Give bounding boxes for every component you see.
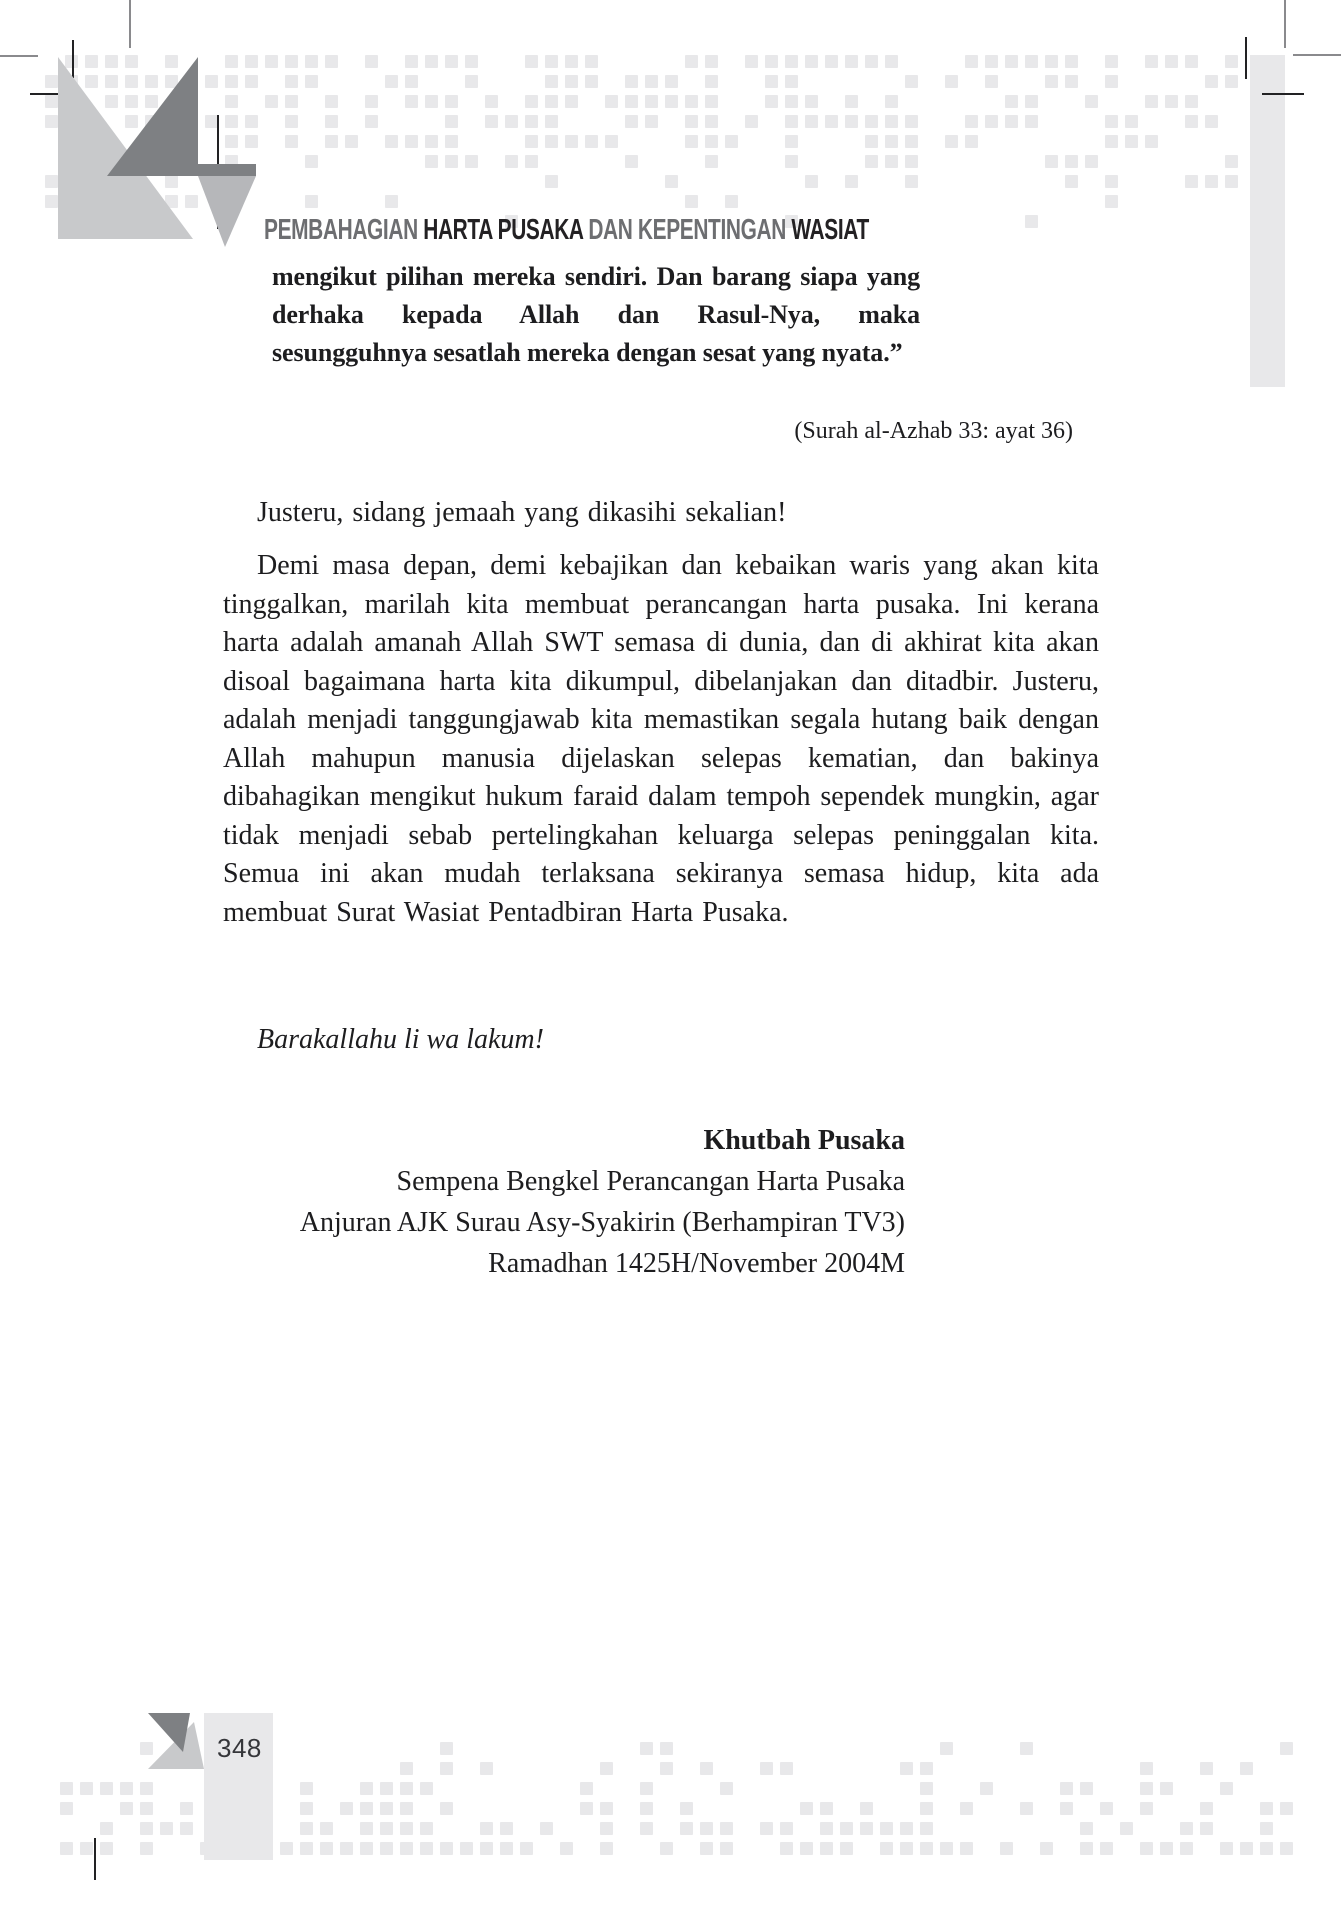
page-number: 348 [217,1733,262,1763]
crop-mark [1262,93,1304,95]
signature-block [223,1120,905,1284]
quote-attribution: (Surah al-Azhab 33: ayat 36) [794,418,1073,444]
right-gray-band [1250,55,1285,387]
signature-title: Khutbah Pusaka [703,1125,905,1156]
crop-mark [1293,54,1341,56]
crop-mark [1245,37,1247,79]
footer-logo-mark [0,0,300,1917]
header-title-part: DAN KEPENTINGAN [588,214,792,246]
closing-dua: Barakallahu li wa lakum! [257,1024,544,1055]
header-title-part: WASIAT [791,214,869,246]
signature-line: Ramadhan 1425H/November 2004M [488,1248,905,1279]
header-title-part: HARTA PUSAKA [423,214,589,246]
signature-line: Sempena Bengkel Perancangan Harta Pusaka [396,1166,905,1197]
page-header-title [264,216,869,245]
quote-block: mengikut pilihan mereka sendiri. Dan barang siapa yang derhaka kepada Allah dan Rasul-Nya, maka sesungguhnya sesatlah mereka dengan sesat yang nyata.” [272,262,920,367]
crop-mark [1284,0,1286,48]
header-title-part: PEMBAHAGIAN [264,214,424,246]
paragraph-salutation: Justeru, sidang jemaah yang dikasihi sekalian! [257,497,787,528]
paragraph-main: Demi masa depan, demi kebajikan dan kebaikan waris yang akan kita tinggalkan, marilah kita membuat perancangan harta pusaka. Ini kerana harta adalah amanah Allah SWT semasa di dunia, dan di akhirat kita akan disoal bagaimana harta kita dikumpul, dibelanjakan dan ditadbir. Justeru, adalah menjadi tanggungjawab kita memastikan segala hutang baik dengan Allah mahupun manusia dijelaskan selepas kematian, dan bakinya dibahagikan mengikut hukum faraid dalam tempoh sependek mungkin, agar tidak menjadi sebab pertelingkahan keluarga selepas peninggalan kita. Semua ini akan mudah terlaksana sekiranya semasa hidup, kita ada membuat Surat Wasiat Pentadbiran Harta Pusaka. [223,550,1099,928]
signature-line: Anjuran AJK Surau Asy-Syakirin (Berhampiran TV3) [299,1207,905,1238]
